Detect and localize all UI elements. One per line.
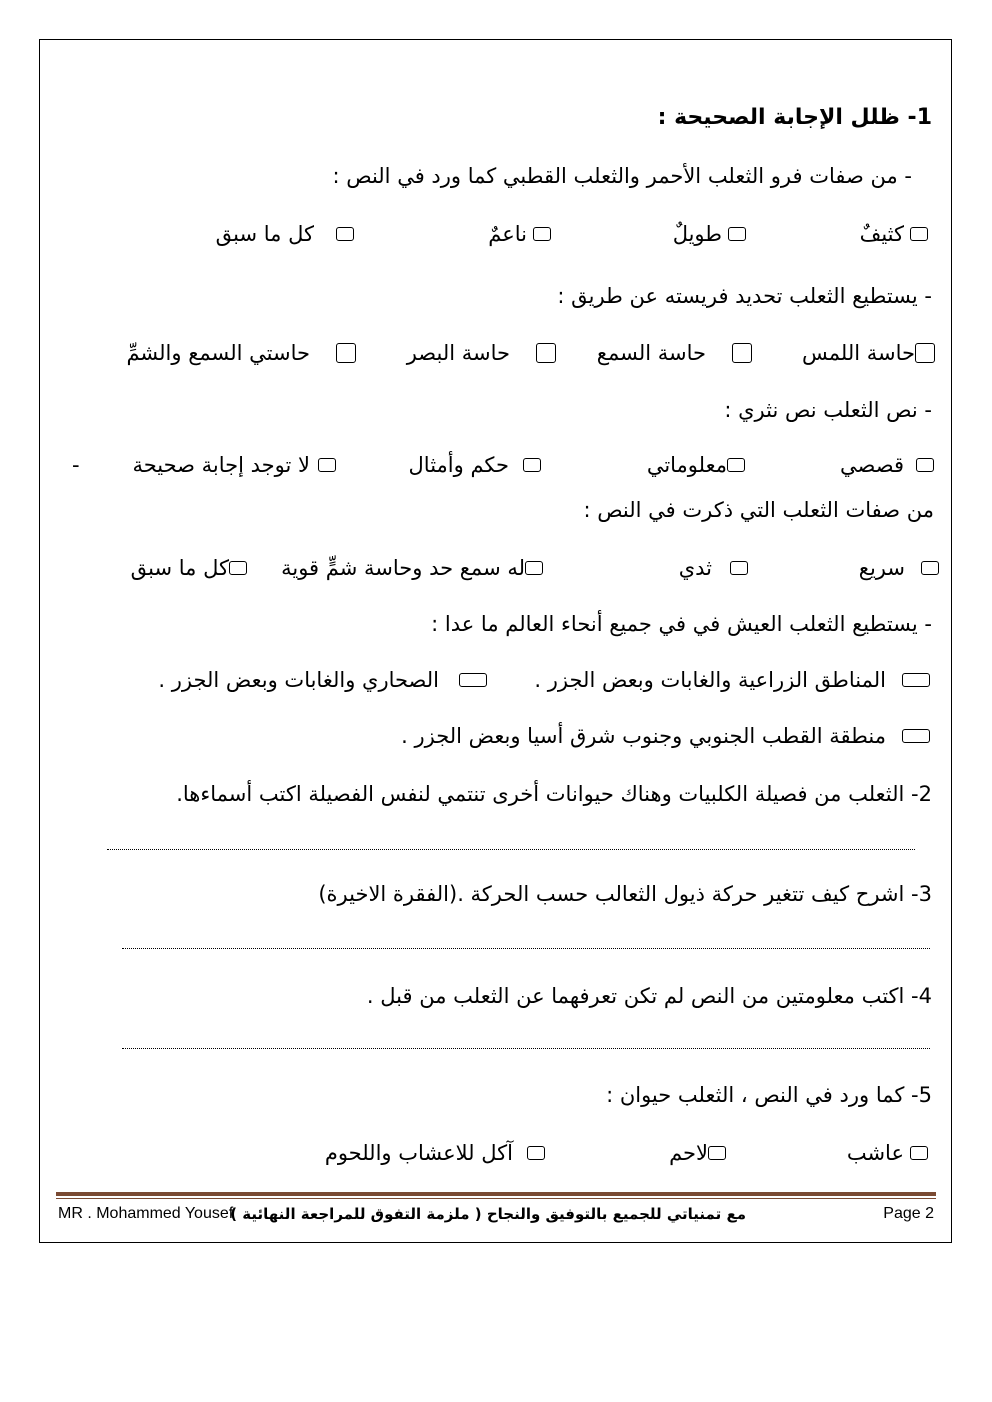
option-label: المناطق الزراعية والغابات وبعض الجزر . <box>534 668 886 692</box>
q1-item-5-option-2[interactable] <box>158 666 487 694</box>
q1-item-5-option-3[interactable] <box>401 722 930 750</box>
checkbox[interactable] <box>902 729 930 743</box>
q1-item-4-option-2[interactable] <box>679 554 748 582</box>
option-label: حاسة السمع <box>596 341 706 365</box>
checkbox[interactable] <box>910 1146 928 1160</box>
checkbox[interactable] <box>916 458 934 472</box>
q1-item-4-option-1[interactable] <box>859 554 939 582</box>
q1-item-3-option-4[interactable] <box>132 451 336 479</box>
question-3-text: 3- اشرح كيف تتغير حركة ذيول الثعالب حسب الحركة .(الفقرة الاخيرة) <box>318 882 932 906</box>
checkbox[interactable] <box>523 458 541 472</box>
q1-item-1-option-4[interactable] <box>216 220 354 248</box>
q1-item-3-option-2[interactable] <box>647 451 745 479</box>
footer-author: MR . Mohammed Yousef <box>58 1205 234 1222</box>
footer-rule-thin <box>56 1198 936 1199</box>
question-2-text: 2- الثعلب من فصيلة الكلبيات وهناك حيوانات أخرى تنتمي لنفس الفصيلة اكتب أسماءها. <box>176 782 932 806</box>
checkbox[interactable] <box>728 227 746 241</box>
footer-rule-thick <box>56 1192 936 1196</box>
option-label: معلوماتي <box>646 453 727 477</box>
option-label: لاحم <box>669 1141 708 1165</box>
option-label: طويلٌ <box>672 222 722 246</box>
option-label: كل ما سبق <box>215 222 314 246</box>
answer-line-q2[interactable] <box>107 849 915 850</box>
option-label: قصصي <box>840 453 904 477</box>
checkbox[interactable] <box>318 458 336 472</box>
question-4-text: 4- اكتب معلومتين من النص لم تكن تعرفهما عن الثعلب من قبل . <box>366 984 932 1008</box>
q1-item-2-stem: - يستطيع الثعلب تحديد فريسته عن طريق : <box>557 284 932 308</box>
q1-item-2-option-1[interactable] <box>802 339 935 367</box>
option-label: الصحاري والغابات وبعض الجزر . <box>158 668 439 692</box>
option-label: سريع <box>858 556 905 580</box>
checkbox[interactable] <box>336 227 354 241</box>
option-label: حاستي السمع والشمِّ <box>126 341 310 365</box>
option-label: ثدي <box>678 556 712 580</box>
option-label: عاشب <box>846 1141 904 1165</box>
checkbox[interactable] <box>525 561 543 575</box>
q1-item-3-stem: - نص الثعلب نص نثري : <box>724 398 932 422</box>
option-label: حاسة البصر <box>406 341 510 365</box>
q1-item-5-stem: - يستطيع الثعلب العيش في في جميع أنحاء العالم ما عدا : <box>431 612 932 636</box>
checkbox[interactable] <box>921 561 939 575</box>
q1-item-4-option-4[interactable] <box>131 554 247 582</box>
option-label: آكل للاعشاب واللحوم <box>324 1141 513 1165</box>
q1-item-5-option-1[interactable] <box>534 666 930 694</box>
q5-option-1[interactable] <box>847 1139 928 1167</box>
footer-note: مع تمنياتي للجميع بالتوفيق والنجاح ( ملزمة التفوق للمراجعة النهائية ) <box>230 1205 746 1223</box>
checkbox[interactable] <box>527 1146 545 1160</box>
option-label: له سمع حد وحاسة شمٍّ قوية <box>281 556 525 580</box>
footer-page-number: Page 2 <box>883 1205 934 1222</box>
checkbox[interactable] <box>533 227 551 241</box>
checkbox[interactable] <box>459 673 487 687</box>
option-label: كثيفٌ <box>859 222 904 246</box>
q1-item-3-option-3[interactable] <box>409 451 541 479</box>
trailing-dash: - <box>72 453 80 477</box>
q1-item-2-option-3[interactable] <box>407 339 556 367</box>
checkbox[interactable] <box>910 227 928 241</box>
checkbox[interactable] <box>730 561 748 575</box>
option-label: كل ما سبق <box>130 556 229 580</box>
q1-item-1-option-1[interactable] <box>860 220 928 248</box>
q1-item-3-option-1[interactable] <box>840 451 934 479</box>
answer-line-q3[interactable] <box>122 948 930 949</box>
question-5-stem: 5- كما ورد في النص ، الثعلب حيوان : <box>606 1083 932 1107</box>
q1-item-2-option-2[interactable] <box>597 339 752 367</box>
q1-item-4-stem: من صفات الثعلب التي ذكرت في النص : <box>583 498 934 522</box>
q5-option-2[interactable] <box>669 1139 726 1167</box>
option-label: حكم وأمثال <box>408 453 509 477</box>
q1-item-2-option-4[interactable] <box>126 339 356 367</box>
checkbox[interactable] <box>902 673 930 687</box>
option-label: لا توجد إجابة صحيحة <box>132 453 310 477</box>
option-label: منطقة القطب الجنوبي وجنوب شرق أسيا وبعض الجزر . <box>401 724 886 748</box>
checkbox[interactable] <box>915 343 935 363</box>
q1-item-1-stem: - من صفات فرو الثعلب الأحمر والثعلب القطبي كما ورد في النص : <box>332 164 912 188</box>
option-label: ناعمٌ <box>488 222 527 246</box>
option-label: حاسة اللمس <box>801 341 915 365</box>
checkbox[interactable] <box>727 458 745 472</box>
answer-line-q4[interactable] <box>122 1048 930 1049</box>
q5-option-3[interactable] <box>325 1139 545 1167</box>
q1-item-4-option-3[interactable] <box>281 554 543 582</box>
q1-item-1-option-2[interactable] <box>673 220 746 248</box>
checkbox[interactable] <box>708 1146 726 1160</box>
checkbox[interactable] <box>732 343 752 363</box>
q1-item-1-option-3[interactable] <box>488 220 551 248</box>
checkbox[interactable] <box>536 343 556 363</box>
checkbox[interactable] <box>229 561 247 575</box>
checkbox[interactable] <box>336 343 356 363</box>
question-1-title: 1- ظلل الإجابة الصحيحة : <box>657 105 932 130</box>
